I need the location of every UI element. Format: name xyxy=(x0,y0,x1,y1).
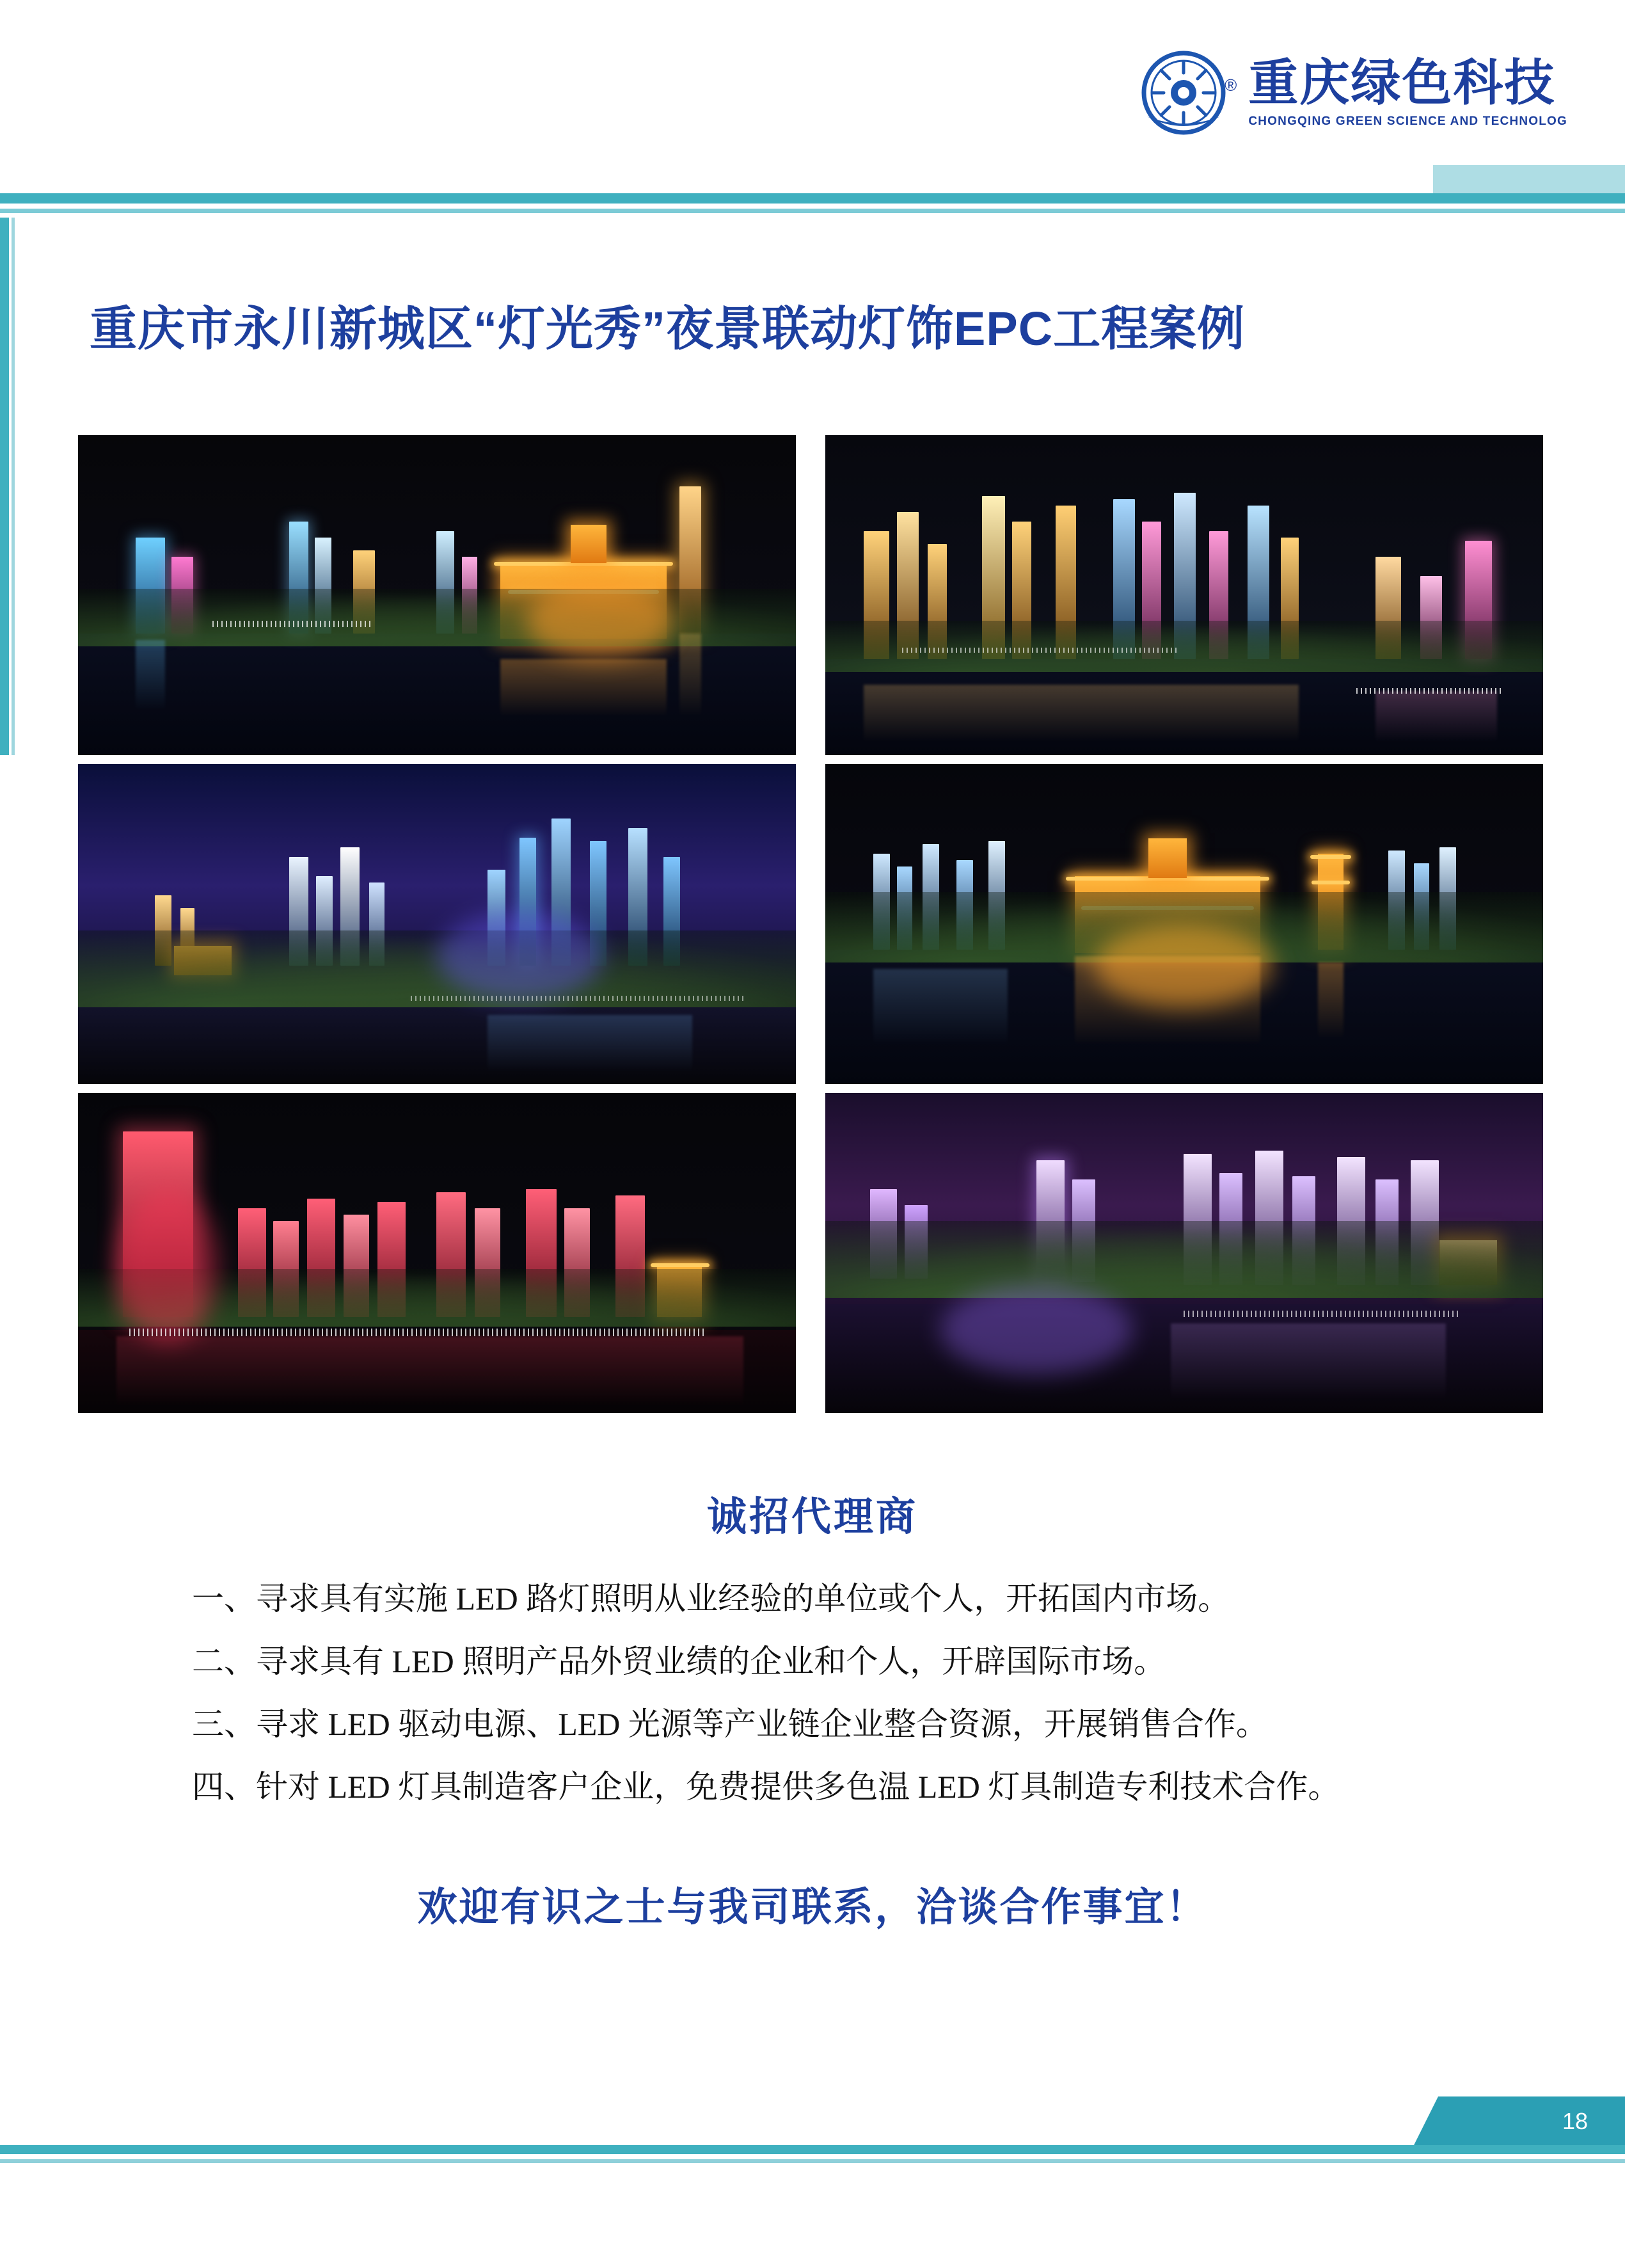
page-header xyxy=(0,0,1625,192)
gallery-photo-5 xyxy=(78,1093,796,1413)
list-item: 四、针对 LED 灯具制造客户企业，免费提供多色温 LED 灯具制造专利技术合作。 xyxy=(192,1769,1340,1805)
gallery-photo-1 xyxy=(78,435,796,755)
list-item: 二、寻求具有 LED 照明产品外贸业绩的企业和个人，开辟国际市场。 xyxy=(192,1643,1166,1679)
brand-text xyxy=(1248,54,1567,129)
header-accent-block xyxy=(1433,165,1625,193)
list-item: 一、寻求具有实施 LED 路灯照明从业经验的单位或个人，开拓国内市场。 xyxy=(192,1581,1230,1617)
project-photo-gallery xyxy=(78,435,1543,1413)
brand-logo xyxy=(1136,45,1567,141)
gallery-photo-6 xyxy=(825,1093,1543,1413)
brand-name-cn: 重庆绿色科技 xyxy=(1248,54,1556,111)
list-item: 三、寻求 LED 驱动电源、LED 光源等产业链企业整合资源，开展销售合作。 xyxy=(192,1706,1268,1742)
footer-rule-secondary xyxy=(0,2159,1625,2163)
registered-mark: ® xyxy=(1225,76,1237,95)
gallery-photo-3 xyxy=(78,764,796,1084)
page-number: 18 xyxy=(1562,2108,1588,2134)
left-accent-bar-thin xyxy=(12,218,15,755)
footer-page-tab xyxy=(1414,2096,1625,2145)
gallery-photo-4 xyxy=(825,764,1543,1084)
recruit-closing-line: 欢迎有识之士与我司联系，洽谈合作事宜！ xyxy=(417,1885,1208,1929)
brand-name-en: CHONGQING GREEN SCIENCE AND TECHNOLOG xyxy=(1248,114,1567,128)
page-title: 重庆市永川新城区“灯光秀”夜景联动灯饰EPC工程案例 xyxy=(90,302,1246,355)
recruit-heading: 诚招代理商 xyxy=(706,1495,918,1539)
footer-rule-primary xyxy=(0,2145,1625,2154)
gear-flower-logo-icon xyxy=(1136,45,1237,141)
header-rule-secondary xyxy=(0,209,1625,213)
header-rule-primary xyxy=(0,193,1625,204)
left-accent-bar xyxy=(0,218,9,755)
gallery-photo-2 xyxy=(825,435,1543,755)
recruit-list xyxy=(192,1581,1446,1832)
